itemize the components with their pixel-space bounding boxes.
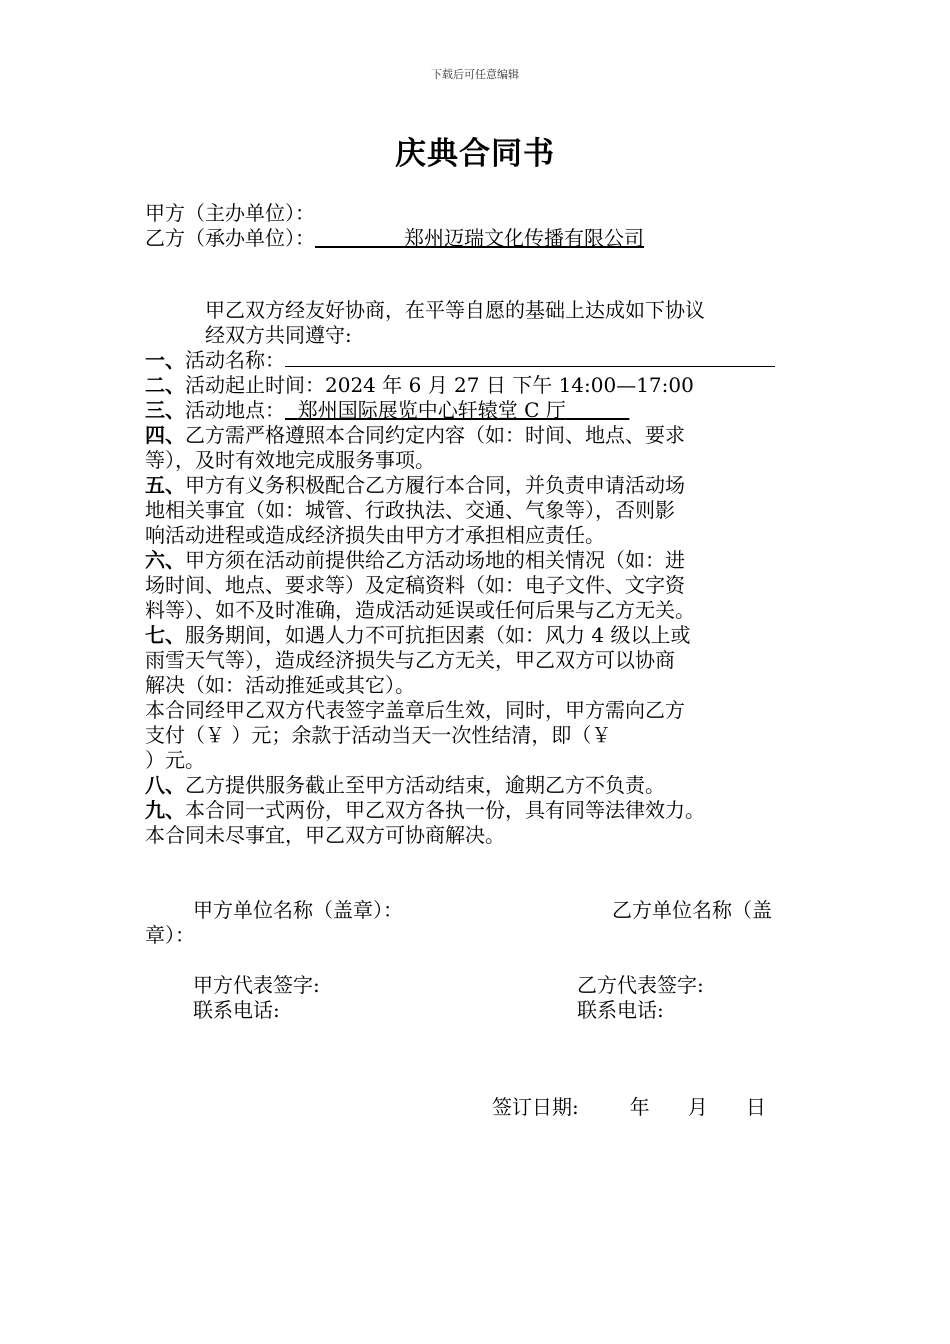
venue-field [285,398,629,422]
party-b-phone-label: 联系电话: [577,998,664,1022]
item-2-text: 活动起止时间：2024 年 6 月 27 日 下午 14:00—17:00 [185,373,694,397]
item-3-text: 活动地点： [185,398,285,422]
item-5-num: 五、 [145,473,185,497]
item-5-line-2: 地相关事宜（如：城管、行政执法、交通、气象等），否则影 [145,498,675,522]
item-4-num: 四、 [145,423,185,447]
party-b-name-field [315,226,644,250]
item-5-line-3: 响活动进程或造成经济损失由甲方才承担相应责任。 [145,523,605,547]
party-b-line [145,226,644,251]
item-8-text: 乙方提供服务截止至甲方活动结束，逾期乙方不负责。 [185,773,665,797]
item-9-text: 本合同一式两份，甲乙双方各执一份，具有同等法律效力。 [185,798,705,822]
item-4-text-1: 乙方需严格遵照本合同约定内容（如：时间、地点、要求 [185,423,685,447]
party-b-unit-label: 乙方单位名称（盖 [612,898,772,922]
item-2 [145,373,694,398]
item-5-line-1 [145,473,685,498]
item-7-line-2: 雨雪天气等），造成经济损失与乙方无关，甲乙双方可以协商 [145,648,675,672]
closing-line: 本合同未尽事宜，甲乙双方可协商解决。 [145,823,505,847]
item-6-text-1: 甲方须在活动前提供给乙方活动场地的相关情况（如：进 [185,548,685,572]
item-6-line-2: 场时间、地点、要求等）及定稿资料（如：电子文件、文字资 [145,573,685,597]
party-a-rep-label: 甲方代表签字: [193,973,320,997]
item-8 [145,773,665,798]
activity-name-blank [285,348,775,367]
signing-date: 签订日期: 年 月 日 [492,1095,766,1119]
item-6-line-3: 料等）、如不及时准确，造成活动延误或任何后果与乙方无关。 [145,598,695,622]
party-a-label: 甲方（主办单位）： [145,201,315,225]
intro-line-2: 经双方共同遵守: [205,323,352,347]
header-note: 下载后可任意编辑 [431,68,519,81]
party-b-label: 乙方（承办单位）： [145,226,315,250]
party-a-unit-label: 甲方单位名称（盖章）： [193,898,403,922]
item-3 [145,398,629,423]
payment-line-2: 支付（￥ ）元；余款于活动当天一次性结清，即（￥ [145,723,612,747]
item-1 [145,348,775,373]
item-6-line-1 [145,548,685,573]
payment-line-3: ）元。 [145,748,205,772]
payment-line-1: 本合同经甲乙双方代表签字盖章后生效，同时，甲方需向乙方 [145,698,685,722]
venue-value: 郑州国际展览中心轩辕堂 C 厅 [297,398,566,422]
party-a-phone-label: 联系电话: [193,998,280,1022]
party-b-unit-label-cont: 章）： [145,923,195,947]
party-b-name: 郑州迈瑞文化传播有限公司 [404,226,645,250]
item-7-num: 七、 [145,623,185,647]
item-7-line-3: 解决（如：活动推延或其它）。 [145,673,415,697]
item-4-line-2: 等），及时有效地完成服务事项。 [145,448,435,472]
item-4-line-1 [145,423,685,448]
item-1-num: 一、 [145,348,185,372]
item-7-text-1: 服务期间，如遇人力不可抗拒因素（如：风力 4 级以上或 [185,623,691,647]
item-8-num: 八、 [145,773,185,797]
item-2-num: 二、 [145,373,185,397]
intro-line-1: 甲乙双方经友好协商，在平等自愿的基础上达成如下协议 [205,298,705,322]
item-6-num: 六、 [145,548,185,572]
item-7-line-1 [145,623,690,648]
contract-title: 庆典合同书 [395,136,555,172]
item-9 [145,798,705,823]
item-1-text: 活动名称： [185,348,285,372]
party-b-rep-label: 乙方代表签字: [577,973,704,997]
item-3-num: 三、 [145,398,185,422]
item-5-text-1: 甲方有义务积极配合乙方履行本合同，并负责申请活动场 [185,473,685,497]
item-9-num: 九、 [145,798,185,822]
